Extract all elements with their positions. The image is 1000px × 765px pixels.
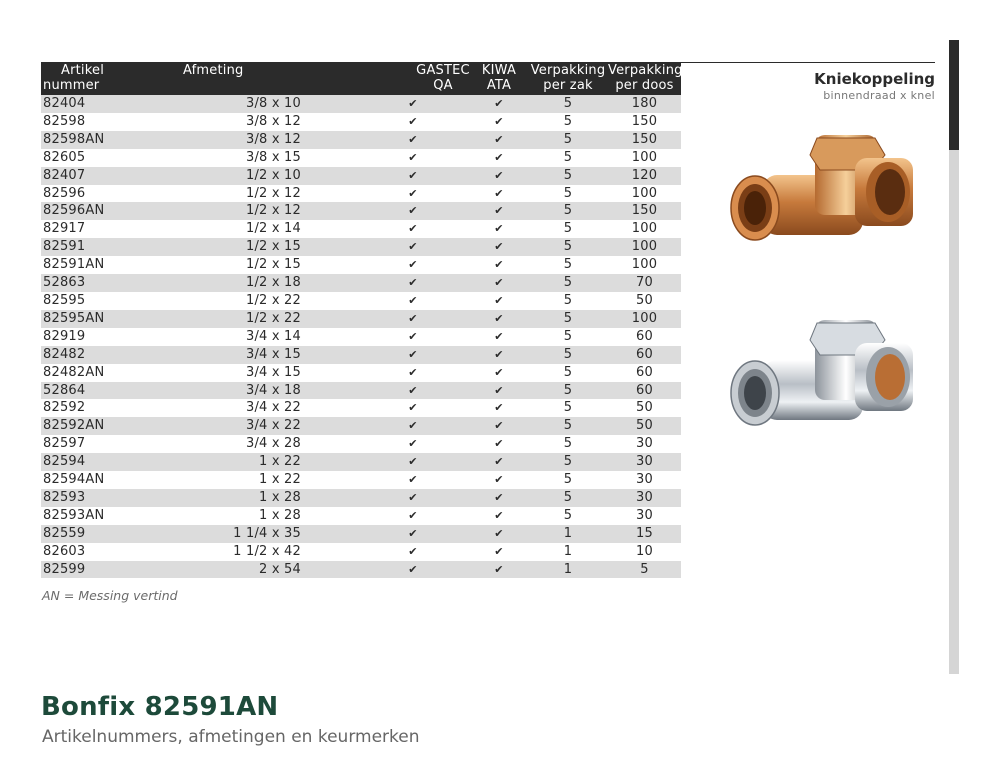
table-row bbox=[41, 435, 681, 453]
cell-gastec-check: ✔ bbox=[356, 346, 470, 364]
cell-gastec-check: ✔ bbox=[356, 310, 470, 328]
cell-per-doos: 30 bbox=[608, 453, 681, 471]
cell-kiwa-check: ✔ bbox=[470, 507, 528, 525]
cell-afmeting: 3/4 x 28 bbox=[183, 435, 356, 453]
cell-per-doos: 5 bbox=[608, 561, 681, 579]
cell-kiwa-check: ✔ bbox=[470, 167, 528, 185]
cell-per-doos: 100 bbox=[608, 220, 681, 238]
table-body bbox=[41, 95, 681, 578]
table-row bbox=[41, 256, 681, 274]
product-title: Kniekoppeling bbox=[814, 70, 935, 88]
cell-kiwa-check: ✔ bbox=[470, 453, 528, 471]
cell-gastec-check: ✔ bbox=[356, 202, 470, 220]
cell-kiwa-check: ✔ bbox=[470, 471, 528, 489]
cell-kiwa-check: ✔ bbox=[470, 185, 528, 203]
cell-kiwa-check: ✔ bbox=[470, 292, 528, 310]
cell-kiwa-check: ✔ bbox=[470, 131, 528, 149]
cell-per-zak: 5 bbox=[528, 399, 608, 417]
table-row bbox=[41, 185, 681, 203]
cell-afmeting: 1/2 x 18 bbox=[183, 274, 356, 292]
cell-per-zak: 5 bbox=[528, 167, 608, 185]
table-row bbox=[41, 220, 681, 238]
cell-gastec-check: ✔ bbox=[356, 167, 470, 185]
cell-afmeting: 1 x 22 bbox=[183, 471, 356, 489]
chrome-elbow-fitting bbox=[725, 315, 925, 435]
cell-kiwa-check: ✔ bbox=[470, 274, 528, 292]
cell-gastec-check: ✔ bbox=[356, 292, 470, 310]
cell-per-zak: 5 bbox=[528, 256, 608, 274]
cell-gastec-check: ✔ bbox=[356, 543, 470, 561]
spec-table bbox=[41, 62, 681, 578]
cell-gastec-check: ✔ bbox=[356, 435, 470, 453]
cell-afmeting: 3/8 x 15 bbox=[183, 149, 356, 167]
cell-afmeting: 1/2 x 12 bbox=[183, 185, 356, 203]
col-header-kiwa: KIWA ATA bbox=[470, 62, 528, 95]
cell-per-zak: 5 bbox=[528, 113, 608, 131]
cell-kiwa-check: ✔ bbox=[470, 238, 528, 256]
footnote: AN = Messing vertind bbox=[42, 588, 178, 603]
table-row bbox=[41, 417, 681, 435]
cell-per-doos: 60 bbox=[608, 346, 681, 364]
table-row bbox=[41, 453, 681, 471]
table-row bbox=[41, 328, 681, 346]
cell-per-zak: 5 bbox=[528, 417, 608, 435]
cell-afmeting: 3/4 x 14 bbox=[183, 328, 356, 346]
cell-per-zak: 5 bbox=[528, 489, 608, 507]
cell-gastec-check: ✔ bbox=[356, 220, 470, 238]
cell-kiwa-check: ✔ bbox=[470, 435, 528, 453]
cell-kiwa-check: ✔ bbox=[470, 310, 528, 328]
cell-afmeting: 1 x 28 bbox=[183, 507, 356, 525]
table-row bbox=[41, 292, 681, 310]
cell-gastec-check: ✔ bbox=[356, 95, 470, 113]
scrollbar-thumb[interactable] bbox=[949, 40, 959, 150]
cell-per-doos: 30 bbox=[608, 489, 681, 507]
cell-afmeting: 1/2 x 22 bbox=[183, 292, 356, 310]
cell-per-zak: 1 bbox=[528, 525, 608, 543]
col-header-gastec: GASTEC QA bbox=[356, 62, 470, 95]
col-header-zak: Verpakking per zak bbox=[528, 62, 608, 95]
cell-artikel: 52864 bbox=[41, 382, 183, 400]
cell-gastec-check: ✔ bbox=[356, 489, 470, 507]
cell-artikel: 82593AN bbox=[41, 507, 183, 525]
cell-per-zak: 5 bbox=[528, 220, 608, 238]
cell-per-doos: 60 bbox=[608, 328, 681, 346]
cell-per-doos: 180 bbox=[608, 95, 681, 113]
cell-per-zak: 1 bbox=[528, 561, 608, 579]
cell-artikel: 82559 bbox=[41, 525, 183, 543]
table-row bbox=[41, 167, 681, 185]
table-row bbox=[41, 95, 681, 113]
cell-afmeting: 3/4 x 15 bbox=[183, 364, 356, 382]
cell-afmeting: 3/4 x 15 bbox=[183, 346, 356, 364]
cell-per-zak: 5 bbox=[528, 274, 608, 292]
cell-gastec-check: ✔ bbox=[356, 238, 470, 256]
cell-afmeting: 1/2 x 22 bbox=[183, 310, 356, 328]
cell-gastec-check: ✔ bbox=[356, 149, 470, 167]
table-row bbox=[41, 489, 681, 507]
table-row bbox=[41, 525, 681, 543]
cell-artikel: 82482AN bbox=[41, 364, 183, 382]
cell-per-doos: 50 bbox=[608, 292, 681, 310]
table-row bbox=[41, 471, 681, 489]
cell-afmeting: 1 x 22 bbox=[183, 453, 356, 471]
table-row bbox=[41, 113, 681, 131]
cell-per-doos: 100 bbox=[608, 238, 681, 256]
cell-gastec-check: ✔ bbox=[356, 185, 470, 203]
cell-per-zak: 5 bbox=[528, 346, 608, 364]
cell-afmeting: 3/4 x 22 bbox=[183, 399, 356, 417]
cell-per-zak: 5 bbox=[528, 238, 608, 256]
cell-gastec-check: ✔ bbox=[356, 561, 470, 579]
cell-kiwa-check: ✔ bbox=[470, 202, 528, 220]
table-row bbox=[41, 561, 681, 579]
cell-artikel: 82598 bbox=[41, 113, 183, 131]
cell-artikel: 82482 bbox=[41, 346, 183, 364]
cell-gastec-check: ✔ bbox=[356, 274, 470, 292]
page-subtitle: Artikelnummers, afmetingen en keurmerken bbox=[42, 727, 420, 747]
table-header bbox=[41, 62, 681, 95]
cell-artikel: 82591AN bbox=[41, 256, 183, 274]
cell-per-doos: 50 bbox=[608, 399, 681, 417]
cell-afmeting: 1/2 x 15 bbox=[183, 256, 356, 274]
cell-gastec-check: ✔ bbox=[356, 382, 470, 400]
cell-per-doos: 120 bbox=[608, 167, 681, 185]
cell-artikel: 82594AN bbox=[41, 471, 183, 489]
cell-per-doos: 30 bbox=[608, 435, 681, 453]
cell-afmeting: 1 x 28 bbox=[183, 489, 356, 507]
cell-afmeting: 1 1/4 x 35 bbox=[183, 525, 356, 543]
cell-per-zak: 5 bbox=[528, 471, 608, 489]
cell-artikel: 82404 bbox=[41, 95, 183, 113]
cell-artikel: 82603 bbox=[41, 543, 183, 561]
cell-per-doos: 70 bbox=[608, 274, 681, 292]
cell-afmeting: 3/4 x 22 bbox=[183, 417, 356, 435]
cell-artikel: 82594 bbox=[41, 453, 183, 471]
cell-per-zak: 5 bbox=[528, 328, 608, 346]
table-row bbox=[41, 543, 681, 561]
cell-per-doos: 150 bbox=[608, 131, 681, 149]
cell-per-zak: 1 bbox=[528, 543, 608, 561]
table-row bbox=[41, 202, 681, 220]
cell-per-doos: 15 bbox=[608, 525, 681, 543]
cell-kiwa-check: ✔ bbox=[470, 113, 528, 131]
cell-gastec-check: ✔ bbox=[356, 525, 470, 543]
cell-per-zak: 5 bbox=[528, 507, 608, 525]
cell-artikel: 82596AN bbox=[41, 202, 183, 220]
cell-gastec-check: ✔ bbox=[356, 453, 470, 471]
cell-afmeting: 3/8 x 10 bbox=[183, 95, 356, 113]
cell-artikel: 82598AN bbox=[41, 131, 183, 149]
cell-per-doos: 30 bbox=[608, 507, 681, 525]
col-header-artikel: Artikel nummer bbox=[41, 62, 183, 95]
cell-per-zak: 5 bbox=[528, 435, 608, 453]
cell-per-zak: 5 bbox=[528, 95, 608, 113]
cell-kiwa-check: ✔ bbox=[470, 364, 528, 382]
cell-artikel: 82595AN bbox=[41, 310, 183, 328]
cell-afmeting: 1/2 x 15 bbox=[183, 238, 356, 256]
cell-kiwa-check: ✔ bbox=[470, 489, 528, 507]
cell-afmeting: 3/8 x 12 bbox=[183, 131, 356, 149]
cell-afmeting: 2 x 54 bbox=[183, 561, 356, 579]
cell-artikel: 82919 bbox=[41, 328, 183, 346]
cell-afmeting: 3/8 x 12 bbox=[183, 113, 356, 131]
cell-kiwa-check: ✔ bbox=[470, 149, 528, 167]
col-header-afmeting: Afmeting bbox=[183, 62, 356, 95]
cell-gastec-check: ✔ bbox=[356, 471, 470, 489]
cell-artikel: 82593 bbox=[41, 489, 183, 507]
cell-kiwa-check: ✔ bbox=[470, 256, 528, 274]
table-row bbox=[41, 346, 681, 364]
cell-artikel: 52863 bbox=[41, 274, 183, 292]
cell-per-zak: 5 bbox=[528, 310, 608, 328]
table-row bbox=[41, 364, 681, 382]
cell-kiwa-check: ✔ bbox=[470, 561, 528, 579]
cell-per-doos: 30 bbox=[608, 471, 681, 489]
cell-artikel: 82597 bbox=[41, 435, 183, 453]
cell-per-doos: 100 bbox=[608, 256, 681, 274]
cell-artikel: 82592 bbox=[41, 399, 183, 417]
cell-artikel: 82407 bbox=[41, 167, 183, 185]
cell-per-zak: 5 bbox=[528, 364, 608, 382]
table-row bbox=[41, 399, 681, 417]
cell-per-doos: 150 bbox=[608, 202, 681, 220]
cell-kiwa-check: ✔ bbox=[470, 220, 528, 238]
table-row bbox=[41, 149, 681, 167]
cell-gastec-check: ✔ bbox=[356, 399, 470, 417]
cell-per-zak: 5 bbox=[528, 149, 608, 167]
cell-kiwa-check: ✔ bbox=[470, 95, 528, 113]
cell-gastec-check: ✔ bbox=[356, 364, 470, 382]
cell-per-zak: 5 bbox=[528, 453, 608, 471]
cell-per-zak: 5 bbox=[528, 292, 608, 310]
cell-per-doos: 10 bbox=[608, 543, 681, 561]
cell-gastec-check: ✔ bbox=[356, 328, 470, 346]
cell-gastec-check: ✔ bbox=[356, 113, 470, 131]
cell-kiwa-check: ✔ bbox=[470, 382, 528, 400]
cell-per-doos: 60 bbox=[608, 382, 681, 400]
cell-gastec-check: ✔ bbox=[356, 256, 470, 274]
scrollbar[interactable] bbox=[949, 40, 959, 674]
cell-kiwa-check: ✔ bbox=[470, 346, 528, 364]
cell-afmeting: 1/2 x 10 bbox=[183, 167, 356, 185]
cell-per-zak: 5 bbox=[528, 202, 608, 220]
cell-afmeting: 1/2 x 14 bbox=[183, 220, 356, 238]
cell-per-zak: 5 bbox=[528, 382, 608, 400]
cell-per-doos: 150 bbox=[608, 113, 681, 131]
cell-afmeting: 1 1/2 x 42 bbox=[183, 543, 356, 561]
cell-gastec-check: ✔ bbox=[356, 417, 470, 435]
table-row bbox=[41, 274, 681, 292]
cell-gastec-check: ✔ bbox=[356, 131, 470, 149]
cell-per-doos: 100 bbox=[608, 185, 681, 203]
cell-per-doos: 50 bbox=[608, 417, 681, 435]
cell-per-doos: 60 bbox=[608, 364, 681, 382]
table-row bbox=[41, 382, 681, 400]
cell-afmeting: 3/4 x 18 bbox=[183, 382, 356, 400]
cell-per-doos: 100 bbox=[608, 149, 681, 167]
cell-per-zak: 5 bbox=[528, 131, 608, 149]
table-row bbox=[41, 507, 681, 525]
cell-artikel: 82596 bbox=[41, 185, 183, 203]
header-rule bbox=[681, 62, 935, 63]
cell-kiwa-check: ✔ bbox=[470, 417, 528, 435]
product-subtitle: binnendraad x knel bbox=[823, 89, 935, 102]
cell-artikel: 82591 bbox=[41, 238, 183, 256]
cell-artikel: 82599 bbox=[41, 561, 183, 579]
brass-elbow-fitting bbox=[725, 130, 925, 250]
cell-kiwa-check: ✔ bbox=[470, 399, 528, 417]
cell-artikel: 82917 bbox=[41, 220, 183, 238]
cell-per-doos: 100 bbox=[608, 310, 681, 328]
cell-kiwa-check: ✔ bbox=[470, 543, 528, 561]
cell-artikel: 82592AN bbox=[41, 417, 183, 435]
cell-kiwa-check: ✔ bbox=[470, 328, 528, 346]
cell-afmeting: 1/2 x 12 bbox=[183, 202, 356, 220]
col-header-doos: Verpakking per doos bbox=[608, 63, 683, 93]
cell-per-zak: 5 bbox=[528, 185, 608, 203]
page-title: Bonfix 82591AN bbox=[41, 692, 279, 722]
table-row bbox=[41, 238, 681, 256]
cell-gastec-check: ✔ bbox=[356, 507, 470, 525]
cell-artikel: 82605 bbox=[41, 149, 183, 167]
table-row bbox=[41, 310, 681, 328]
cell-artikel: 82595 bbox=[41, 292, 183, 310]
cell-kiwa-check: ✔ bbox=[470, 525, 528, 543]
table-row bbox=[41, 131, 681, 149]
